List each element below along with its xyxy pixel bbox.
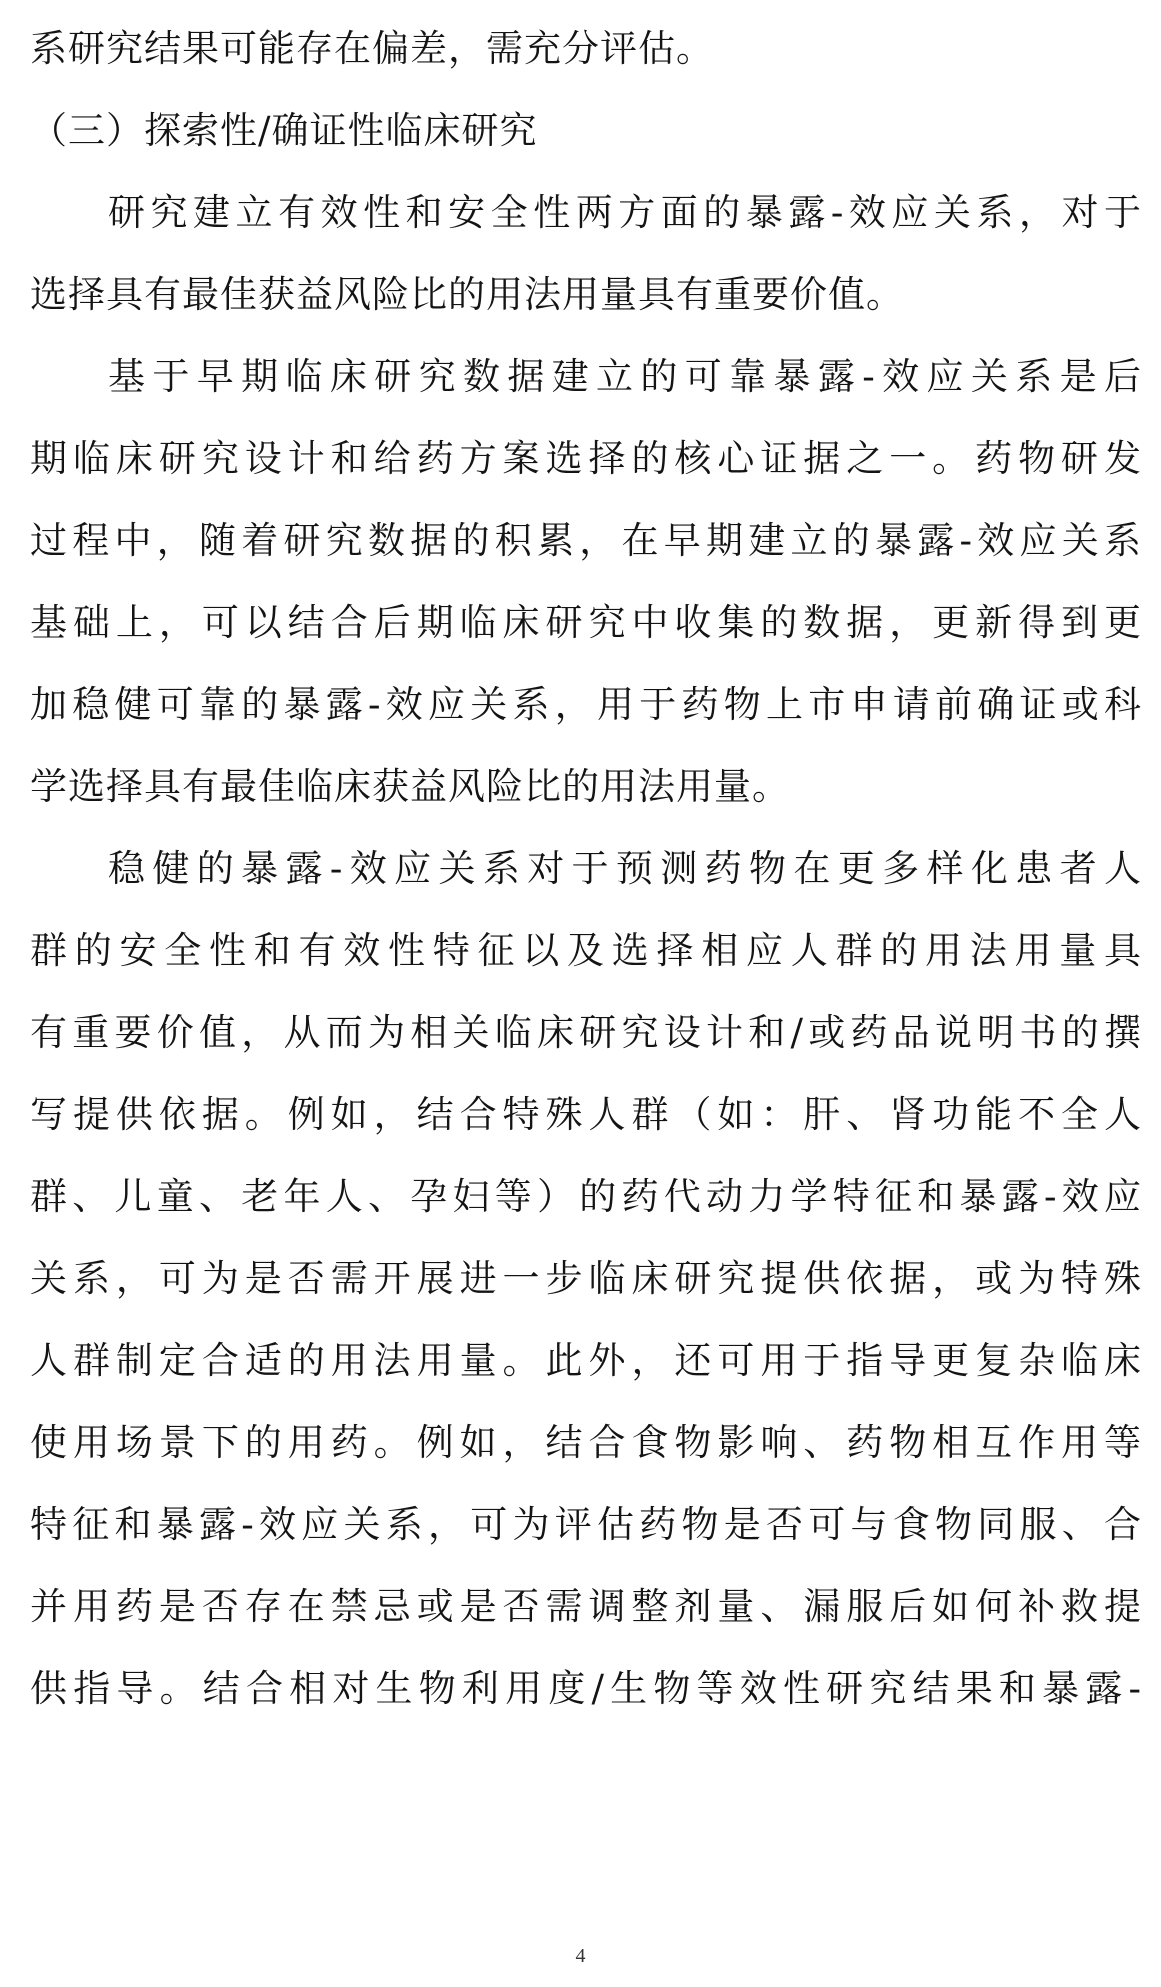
paragraph-1: [30, 172, 1142, 336]
section-heading: （三）探索性/确证性临床研究: [30, 109, 538, 152]
paragraph-line: 写提供依据。例如，结合特殊人群（如：肝、肾功能不全人: [30, 1093, 1142, 1136]
paragraph-line: 过程中，随着研究数据的积累，在早期建立的暴露-效应关系: [30, 519, 1142, 562]
paragraph-line: 基于早期临床研究数据建立的可靠暴露-效应关系是后: [108, 355, 1142, 398]
paragraph-line: 关系，可为是否需开展进一步临床研究提供依据，或为特殊: [30, 1257, 1142, 1300]
paragraph-line: 有重要价值，从而为相关临床研究设计和/或药品说明书的撰: [30, 1011, 1142, 1054]
continuation-line: 系研究结果可能存在偏差，需充分评估。: [30, 27, 714, 70]
paragraph-line: 供指导。结合相对生物利用度/生物等效性研究结果和暴露-: [30, 1667, 1142, 1710]
paragraph-line: 群的安全性和有效性特征以及选择相应人群的用法用量具: [30, 929, 1142, 972]
paragraph-line: 学选择具有最佳临床获益风险比的用法用量。: [30, 765, 790, 808]
paragraph-line: 期临床研究设计和给药方案选择的核心证据之一。药物研发: [30, 437, 1142, 480]
paragraph-3: [30, 828, 1142, 1730]
paragraph-line: 研究建立有效性和安全性两方面的暴露-效应关系，对于: [108, 191, 1142, 234]
paragraph-line: 加稳健可靠的暴露-效应关系，用于药物上市申请前确证或科: [30, 683, 1142, 726]
paragraph-line: 选择具有最佳获益风险比的用法用量具有重要价值。: [30, 273, 904, 316]
paragraph-line: 群、儿童、老年人、孕妇等）的药代动力学特征和暴露-效应: [30, 1175, 1142, 1218]
document-body: [30, 8, 1142, 1730]
paragraph-2: [30, 336, 1142, 828]
page-number: 4: [575, 1945, 586, 1967]
paragraph-line: 基础上，可以结合后期临床研究中收集的数据，更新得到更: [30, 601, 1142, 644]
paragraph-line: 并用药是否存在禁忌或是否需调整剂量、漏服后如何补救提: [30, 1585, 1142, 1628]
paragraph-line: 特征和暴露-效应关系，可为评估药物是否可与食物同服、合: [30, 1503, 1142, 1546]
paragraph-line: 使用场景下的用药。例如，结合食物影响、药物相互作用等: [30, 1421, 1142, 1464]
paragraph-line: 稳健的暴露-效应关系对于预测药物在更多样化患者人: [108, 847, 1142, 890]
paragraph-line: 人群制定合适的用法用量。此外，还可用于指导更复杂临床: [30, 1339, 1142, 1382]
